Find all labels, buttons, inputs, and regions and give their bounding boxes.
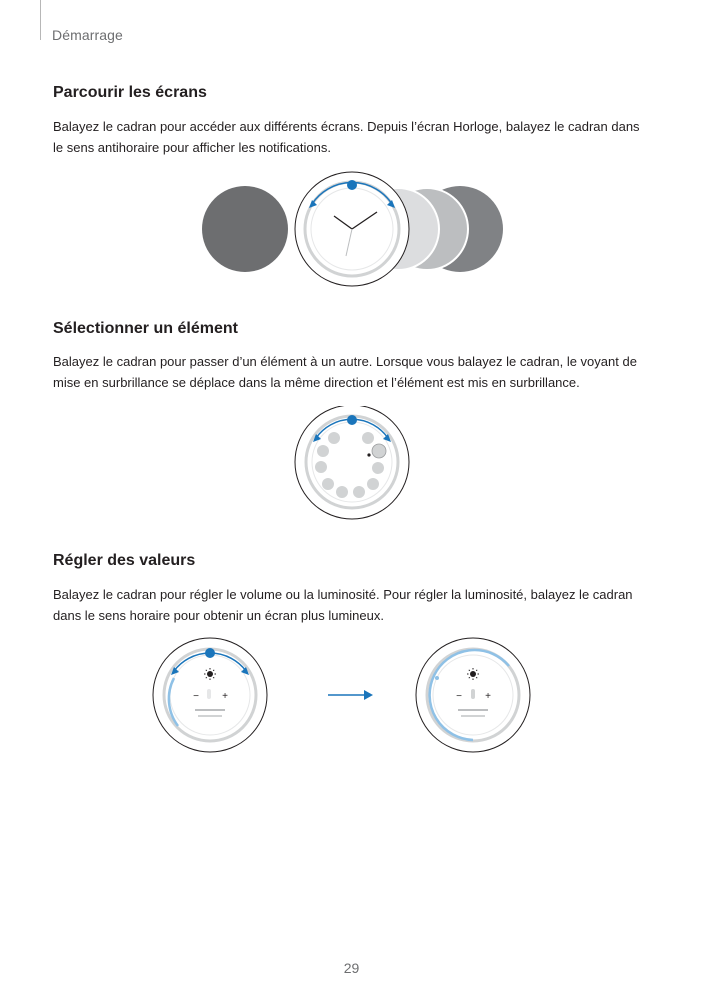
menu-item bbox=[336, 486, 348, 498]
section-body-adjust-values: Balayez le cadran pour régler le volume ou la luminosité. Pour régler la luminosité, balayez le cadran dans le sens horaire pour obtenir un écran plus lumineux. bbox=[53, 587, 633, 623]
screen-line bbox=[198, 715, 222, 717]
page-margin-rule bbox=[40, 0, 41, 40]
menu-item bbox=[353, 486, 365, 498]
menu-item bbox=[315, 461, 327, 473]
notification-screen-illustration bbox=[202, 186, 288, 272]
touch-point-icon bbox=[205, 648, 215, 658]
brightness-level-marker bbox=[435, 676, 439, 680]
screen-line bbox=[458, 709, 488, 711]
figure-browse-screens bbox=[195, 168, 515, 293]
minus-icon: − bbox=[193, 691, 199, 702]
touch-point-icon bbox=[347, 415, 357, 425]
figure-brightness-after bbox=[413, 636, 533, 756]
touch-point-icon bbox=[347, 180, 357, 190]
screen-line bbox=[195, 709, 225, 711]
plus-icon: + bbox=[222, 691, 228, 702]
figure-brightness-before bbox=[150, 636, 270, 756]
watch-menu-illustration bbox=[295, 406, 409, 519]
section-title-adjust-values: Régler des valeurs bbox=[53, 552, 196, 569]
section-body-select-item: Balayez le cadran pour passer d’un élément à un autre. Lorsque vous balayez le cadran, le voyant de mise en surbrillance se déplace dans la même direction et l’élément est mis en surbrillance. bbox=[53, 354, 637, 390]
highlight-indicator bbox=[367, 453, 370, 456]
plus-icon: + bbox=[485, 691, 491, 702]
screen-line bbox=[461, 715, 485, 717]
menu-item bbox=[328, 432, 340, 444]
transition-arrow-icon bbox=[326, 688, 376, 702]
chapter-header: Démarrage bbox=[52, 27, 123, 43]
brightness-value-blur bbox=[471, 689, 475, 699]
brightness-value-blur bbox=[207, 689, 211, 699]
menu-item bbox=[362, 432, 374, 444]
figure-select-item bbox=[292, 406, 412, 526]
menu-item bbox=[317, 445, 329, 457]
section-title-browse-screens: Parcourir les écrans bbox=[53, 84, 207, 101]
minus-icon: − bbox=[456, 691, 462, 702]
page-number: 29 bbox=[343, 960, 360, 976]
watch-clock-illustration bbox=[295, 172, 409, 286]
menu-item bbox=[372, 462, 384, 474]
menu-item bbox=[322, 478, 334, 490]
menu-item bbox=[367, 478, 379, 490]
menu-item-highlighted bbox=[372, 444, 386, 458]
section-body-browse-screens: Balayez le cadran pour accéder aux différents écrans. Depuis l’écran Horloge, balayez le cadran dans le sens antihoraire pour afficher les notifications. bbox=[53, 119, 640, 155]
section-title-select-item: Sélectionner un élément bbox=[53, 320, 238, 337]
